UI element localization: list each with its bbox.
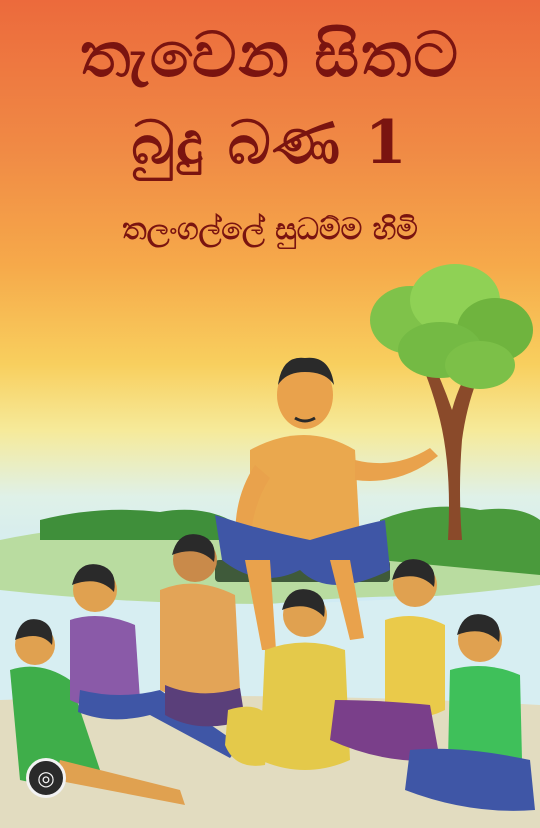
publisher-logo-icon: ◎: [26, 758, 66, 798]
book-title-line-1: තැවෙන සිතට: [80, 18, 460, 91]
tree-icon: [370, 264, 533, 540]
book-author: තලංගල්ලේ සුධම්ම හිමි: [122, 212, 418, 247]
book-title-line-2: බුදු බණ 1: [131, 108, 409, 178]
